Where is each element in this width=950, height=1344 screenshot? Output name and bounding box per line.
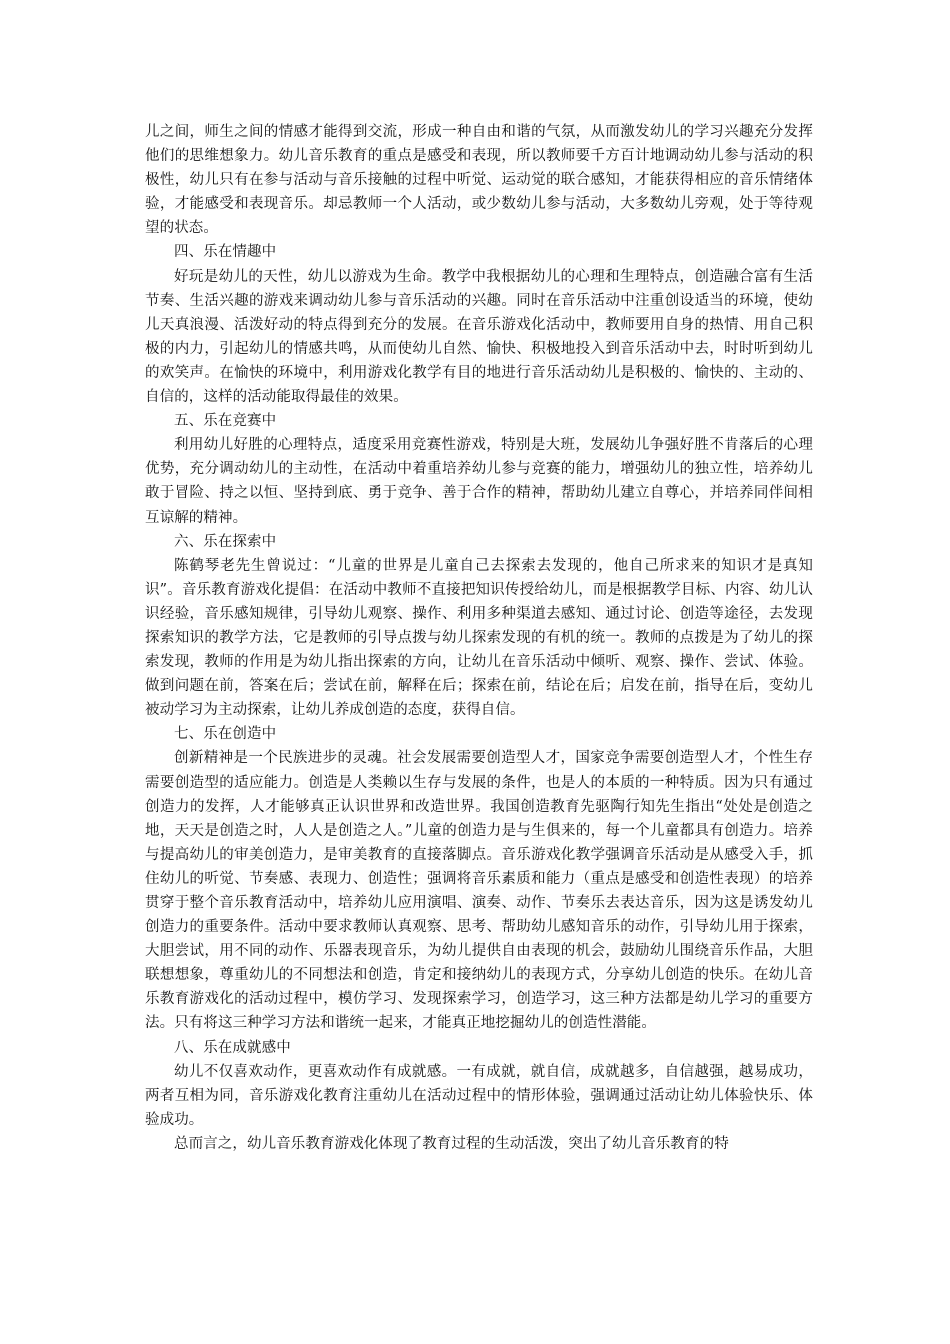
paragraph-section-6: 陈鹤琴老先生曾说过：“儿童的世界是儿童自己去探索去发现的，他自己所求来的知识才是真知识”。音乐教育游戏化提倡：在活动中教师不直接把知识传授给幼儿，而是根据教学目标、内容、幼儿认识经验，音乐感知规律，引导幼儿观察、操作、利用多种渠道去感知、通过讨论、创造等途径，去发现探索知识的教学方法，它是教师的引导点拨与幼儿探索发现的有机的统一。教师的点拨是为了幼儿的探索发现，教师的作用是为幼儿指出探索的方向，让幼儿在音乐活动中倾听、观察、操作、尝试、体验。做到问题在前，答案在后；尝试在前，解释在后；探索在前，结论在后；启发在前，指导在后，变幼儿被动学习为主动探索，让幼儿养成创造的态度，获得自信。 xyxy=(145,557,813,719)
paragraph-conclusion: 总而言之，幼儿音乐教育游戏化体现了教育过程的生动活泼，突出了幼儿音乐教育的特 xyxy=(174,1135,729,1152)
section-heading-6: 六、乐在探索中 xyxy=(174,533,277,550)
paragraph-section-4: 好玩是幼儿的天性，幼儿以游戏为生命。教学中我根据幼儿的心理和生理特点，创造融合富有生活节奏、生活兴趣的游戏来调动幼儿参与音乐活动的兴趣。同时在音乐活动中注重创设适当的环境，使幼儿天真浪漫、活泼好动的特点得到充分的发展。在音乐游戏化活动中，教师要用自身的热情、用自己积极的内力，引起幼儿的情感共鸣，从而使幼儿自然、愉快、积极地投入到音乐活动中去，时时听到幼儿的欢笑声。在愉快的环境中，利用游戏化教学有目的地进行音乐活动幼儿是积极的、愉快的、主动的、自信的，这样的活动能取得最佳的效果。 xyxy=(145,268,813,406)
section-heading-8: 八、乐在成就感中 xyxy=(174,1039,291,1056)
section-heading-4: 四、乐在情趣中 xyxy=(174,244,277,261)
section-heading-7: 七、乐在创造中 xyxy=(174,726,277,743)
paragraph-intro-continuation: 儿之间，师生之间的情感才能得到交流，形成一种自由和谐的气氛，从而激发幼儿的学习兴趣充分发挥他们的思维想象力。幼儿音乐教育的重点是感受和表现，所以教师要千方百计地调动幼儿参与活动的积极性，幼儿只有在参与活动与音乐接触的过程中听觉、运动觉的联合感知，才能获得相应的音乐情绪体验，才能感受和表现音乐。却忌教师一个人活动，或少数幼儿参与活动，大多数幼儿旁观，处于等待观望的状态。 xyxy=(145,124,813,237)
document-body xyxy=(145,120,813,1156)
paragraph-section-8: 幼儿不仅喜欢动作，更喜欢动作有成就感。一有成就，就自信，成就越多，自信越强，越易成功，两者互相为同，音乐游戏化教育注重幼儿在活动过程中的情形体验，强调通过活动让幼儿体验快乐、体验成功。 xyxy=(145,1063,813,1128)
paragraph-section-7: 创新精神是一个民族进步的灵魂。社会发展需要创造型人才，国家竞争需要创造型人才，个性生存需要创造型的适应能力。创造是人类赖以生存与发展的条件，也是人的本质的一种特质。因为只有通过创造力的发挥，人才能够真正认识世界和改造世界。我国创造教育先驱陶行知先生指出“处处是创造之地，天天是创造之时，人人是创造之人。”儿童的创造力是与生俱来的，每一个儿童都具有创造力。培养与提高幼儿的审美创造力，是审美教育的直接落脚点。音乐游戏化教学强调音乐活动是从感受入手，抓住幼儿的听觉、节奏感、表现力、创造性；强调将音乐素质和能力（重点是感受和创造性表现）的培养贯穿于整个音乐教育活动中，培养幼儿应用演唱、演奏、动作、节奏乐去表达音乐，因为这是诱发幼儿创造力的重要条件。活动中要求教师认真观察、思考、帮助幼儿感知音乐的动作，引导幼儿用于探索，大胆尝试，用不同的动作、乐器表现音乐，为幼儿提供自由表现的机会，鼓励幼儿围绕音乐作品，大胆联想想象，尊重幼儿的不同想法和创造，肯定和接纳幼儿的表现方式，分享幼儿创造的快乐。在幼儿音乐教育游戏化的活动过程中，模仿学习、发现探索学习，创造学习，这三种方法都是幼儿学习的重要方法。只有将这三种学习方法和谐统一起来，才能真正地挖掘幼儿的创造性潜能。 xyxy=(145,750,813,1032)
section-heading-5: 五、乐在竞赛中 xyxy=(174,413,277,430)
paragraph-section-5: 利用幼儿好胜的心理特点，适度采用竞赛性游戏，特别是大班，发展幼儿争强好胜不肯落后的心理优势，充分调动幼儿的主动性，在活动中着重培养幼儿参与竞赛的能力，增强幼儿的独立性，培养幼儿敢于冒险、持之以恒、坚持到底、勇于竞争、善于合作的精神，帮助幼儿建立自尊心，并培养同伴间相互谅解的精神。 xyxy=(145,437,813,526)
